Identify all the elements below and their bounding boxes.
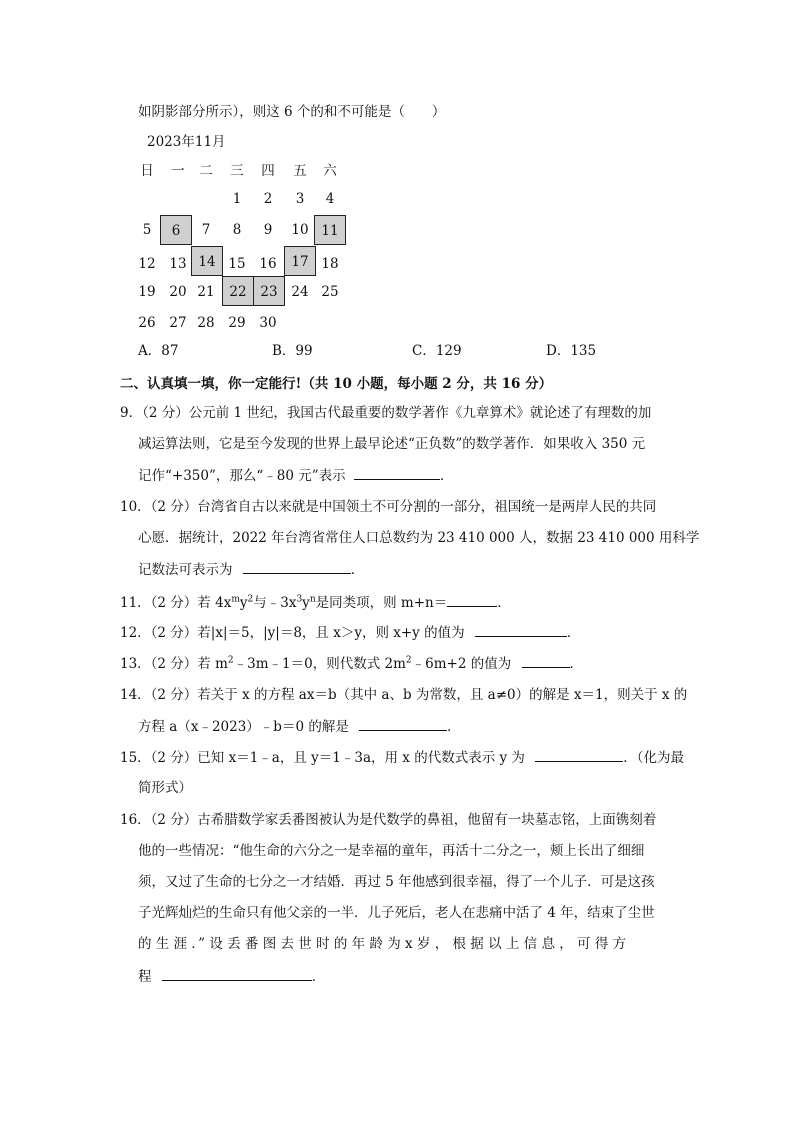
q16-line-5: 的 生 涯 ．” 设 丢 番 图 去 世 时 的 年 龄 为 x 岁 ， 根 据 以 上 信 息 ， 可 得 方 <box>138 936 627 952</box>
weekday-wed: 三 <box>230 163 244 179</box>
end-mark: ． <box>311 969 326 985</box>
q16-line-6 <box>138 966 325 987</box>
q9-line-2: 减运算法则，它是至今发现的世界上最早论述“正负数”的数学著作．如果收入 350 元 <box>138 436 646 452</box>
day-cell: 7 <box>201 222 211 238</box>
day-cell: 5 <box>142 222 152 238</box>
day-cell-shaded: 17 <box>284 246 316 276</box>
q16-line-4: 子光辉灿烂的生命只有他父亲的一半．儿子死后，老人在悲痛中活了 4 年，结束了尘世 <box>138 905 655 921</box>
q15-line-1 <box>120 747 684 768</box>
q11-answer-blank[interactable] <box>447 592 497 607</box>
q10-answer-blank[interactable] <box>243 559 351 574</box>
weekday-sat: 六 <box>323 163 337 179</box>
q14-line-2-text: 方程 a（x﹣2023）﹣b＝0 的解是 <box>138 719 349 735</box>
weekday-tue: 二 <box>199 163 213 179</box>
day-cell: 8 <box>232 222 242 238</box>
day-cell-shaded: 11 <box>314 215 346 245</box>
end-mark: ． <box>447 719 461 735</box>
weekday-mon: 一 <box>171 163 185 179</box>
day-cell: 16 <box>259 256 277 272</box>
q10-line-2: 心愿．据统计，2022 年台湾省常住人口总数约为 23 410 000 人，数据 23 410 000 用科学 <box>138 530 700 546</box>
day-cell: 3 <box>295 191 305 207</box>
day-cell: 18 <box>321 256 339 272</box>
day-cell-shaded: 6 <box>160 215 192 245</box>
day-cell: 19 <box>138 284 156 300</box>
q11-text-e: 是同类项，则 m+n＝ <box>315 595 448 611</box>
q16-line-1: 16．（2 分）古希腊数学家丢番图被认为是代数学的鼻祖，他留有一块墓志铭，上面镌刻着 <box>120 812 657 828</box>
q13-exp-2: 2 <box>227 655 234 666</box>
q11-exp-n: n <box>309 594 316 605</box>
q16-line-2: 他的一些情况：“他生命的六分之一是幸福的童年，再活十二分之一，颊上长出了细细 <box>138 843 645 859</box>
weekday-fri: 五 <box>293 163 307 179</box>
weekday-sun: 日 <box>140 163 154 179</box>
calendar-title: 2023年11月 <box>147 134 226 150</box>
weekday-thu: 四 <box>261 163 275 179</box>
q12-answer-blank[interactable] <box>475 622 567 637</box>
q9-answer-blank[interactable] <box>354 465 440 480</box>
q11-text-a: 11．（2 分）若 4x <box>120 595 232 611</box>
q14-line-2 <box>138 716 461 737</box>
end-mark: ． <box>350 562 365 578</box>
q16-answer-blank[interactable] <box>162 966 312 981</box>
q9-line-3-text: 记作“+350”，那么“﹣80 元”表示 <box>138 468 346 484</box>
q13-answer-blank[interactable] <box>522 653 570 668</box>
q16-line-3: 须，又过了生命的七分之一才结婚．再过 5 年他感到很幸福，得了一个儿子．可是这孩 <box>138 874 655 890</box>
q16-line-6-text: 程 <box>138 969 152 985</box>
q11-exp-m: m <box>231 594 240 605</box>
end-mark: ． <box>439 468 454 484</box>
day-cell-shaded: 23 <box>253 276 285 306</box>
end-mark: ． <box>497 595 511 611</box>
day-cell-shaded: 22 <box>222 276 254 306</box>
q15-answer-blank[interactable] <box>535 747 623 762</box>
q10-line-3-text: 记数法可表示为 <box>138 562 233 578</box>
end-mark: ． <box>566 625 581 641</box>
q13-text-a: 13．（2 分）若 m <box>120 656 228 672</box>
end-mark: ． <box>569 656 584 672</box>
day-cell: 15 <box>228 256 246 272</box>
day-cell: 30 <box>259 315 277 331</box>
q14-answer-blank[interactable] <box>359 716 447 731</box>
q11-text-b: y <box>239 595 248 611</box>
section-2-title: 二、认真填一填，你一定能行!（共 10 小题，每小题 2 分，共 16 分） <box>120 376 553 392</box>
day-cell: 12 <box>138 256 156 272</box>
day-cell: 21 <box>197 284 215 300</box>
q15-line-1-end: ．（化为最 <box>623 750 684 766</box>
q11-exp-3: 3 <box>296 594 303 605</box>
day-cell: 13 <box>169 256 187 272</box>
q9-line-3 <box>138 465 453 486</box>
day-cell: 20 <box>169 284 187 300</box>
day-cell-shaded: 14 <box>191 246 223 276</box>
q8-option-a: A．87 <box>138 343 179 359</box>
q8-option-b: B．99 <box>272 343 313 359</box>
day-cell: 25 <box>321 284 339 300</box>
q9-line-1: 9．（2 分）公元前 1 世纪，我国古代最重要的数学著作《九章算术》就论述了有理数的加 <box>120 405 652 421</box>
q11-exp-2: 2 <box>247 594 254 605</box>
day-cell: 9 <box>263 222 273 238</box>
day-cell: 2 <box>263 191 273 207</box>
q10-line-1: 10．（2 分）台湾省自古以来就是中国领土不可分割的一部分，祖国统一是两岸人民的共同 <box>120 499 657 515</box>
q11-text-c: 与﹣3x <box>253 595 297 611</box>
q13-text-b: ﹣3m﹣1＝0，则代数式 2m <box>233 656 406 672</box>
q10-line-3 <box>138 559 364 580</box>
q14-line-1: 14．（2 分）若关于 x 的方程 ax＝b（其中 a、b 为常数，且 a≠0）的解是 x＝1，则关于 x 的 <box>120 687 688 703</box>
q13-exp-2b: 2 <box>405 655 412 666</box>
q8-option-c: C．129 <box>412 343 462 359</box>
q12-text: 12．（2 分）若|x|＝5，|y|＝8，且 x＞y，则 x+y 的值为 <box>120 625 465 641</box>
day-cell: 27 <box>169 315 187 331</box>
q8-text-tail: 如阴影部分所示），则这 6 个的和不可能是（ ） <box>138 104 446 120</box>
q13-line <box>120 653 583 674</box>
day-cell: 29 <box>228 315 246 331</box>
day-cell: 4 <box>325 191 335 207</box>
q12-line <box>120 622 580 643</box>
day-cell: 1 <box>232 191 242 207</box>
q11-text-d: y <box>302 595 310 611</box>
day-cell: 10 <box>291 222 309 238</box>
day-cell: 28 <box>197 315 215 331</box>
q8-option-d: D．135 <box>546 343 597 359</box>
q13-text-c: ﹣6m+2 的值为 <box>411 656 512 672</box>
q11-line <box>120 592 511 613</box>
q15-line-1-text: 15．（2 分）已知 x＝1﹣a，且 y＝1﹣3a，用 x 的代数式表示 y 为 <box>120 750 525 766</box>
day-cell: 26 <box>138 315 156 331</box>
day-cell: 24 <box>291 284 309 300</box>
q15-line-2: 简形式） <box>138 780 192 796</box>
